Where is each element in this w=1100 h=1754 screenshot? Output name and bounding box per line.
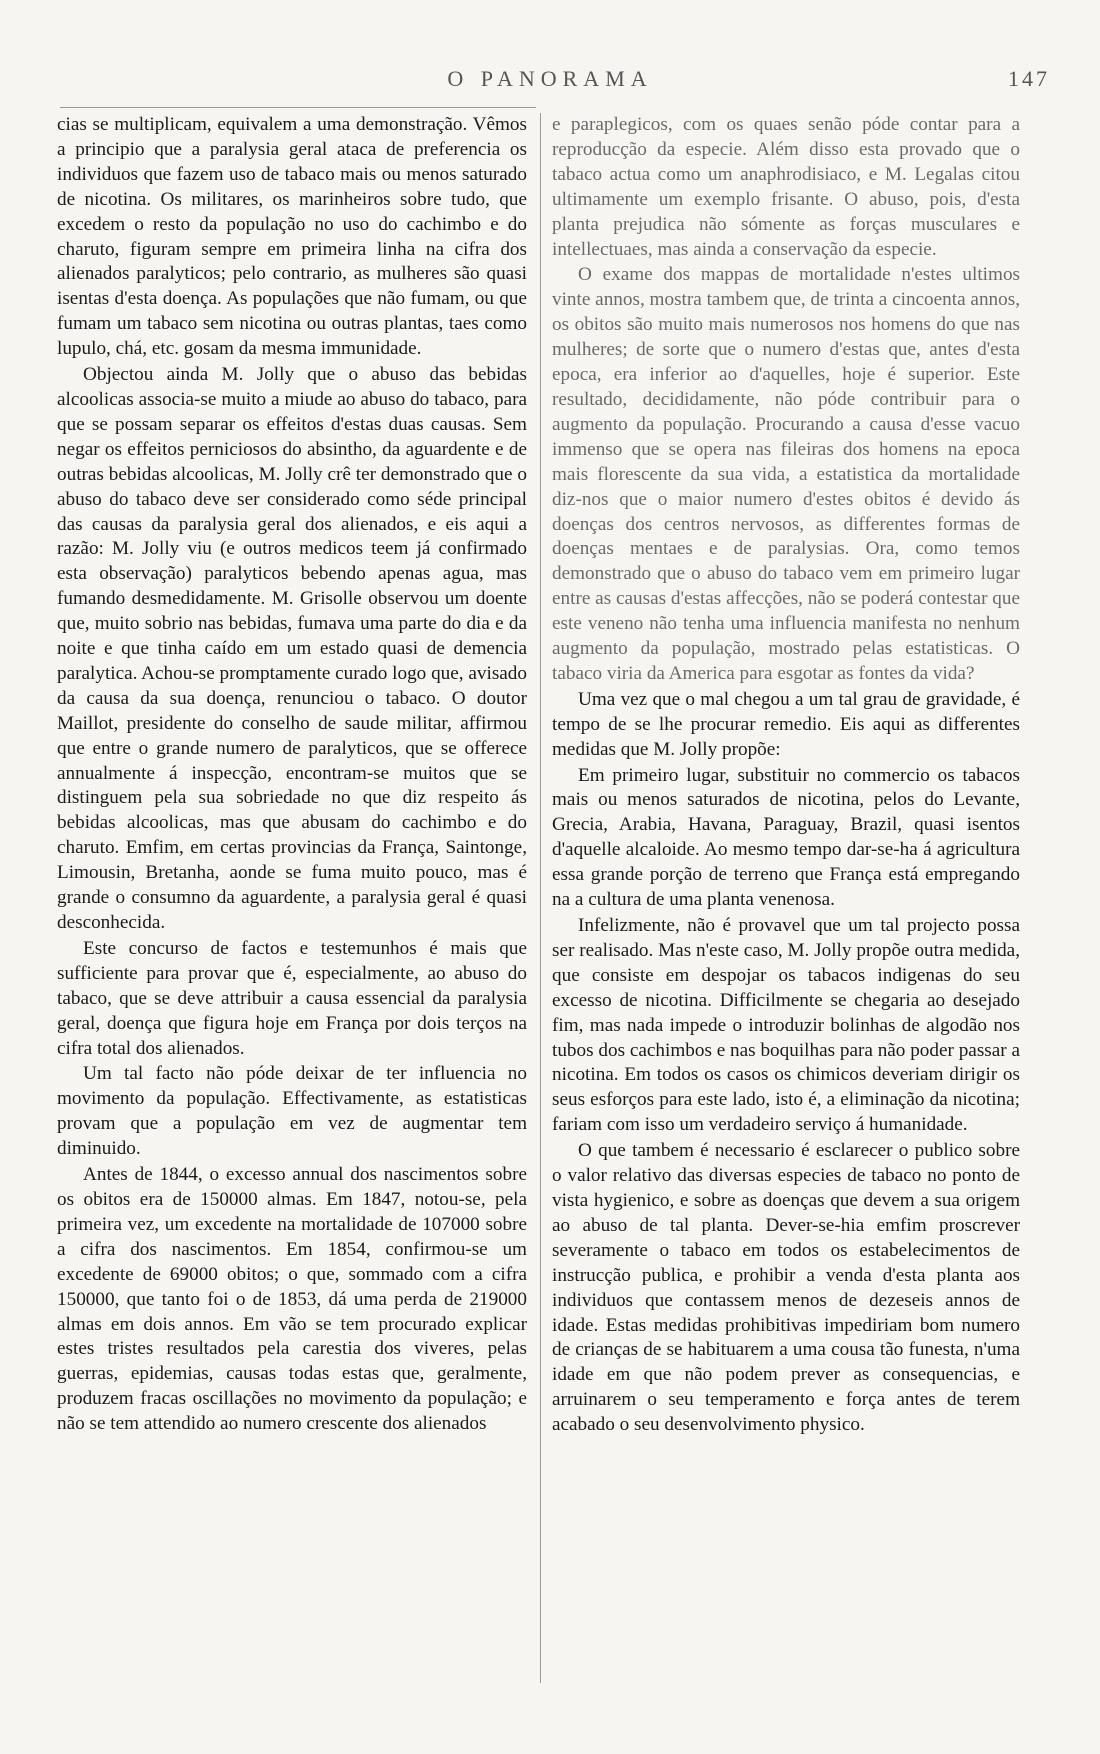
paragraph: Infelizmente, não é provavel que um tal projecto possa ser realisado. Mas n'este caso, M. Jolly propõe outra medida, que consiste em despojar os tabacos indigenas do seu excesso de nicotina. Difficilmente se chegaria ao desejado fim, mas nada impede o introduzir bolinhas de algodão nos tubos dos cachimbos e nas boquilhas para não poder passar a nicotina. Em todos os casos os chimicos deveriam dirigir os seus esforços para este lado, isto é, a eliminação da nicotina; fariam com isso um verdadeiro serviço á humanidade. bbox=[552, 915, 1020, 1136]
paragraph: Uma vez que o mal chegou a um tal grau de gravidade, é tempo de se lhe procurar remedio. Eis aqui as differentes medidas que M. Jolly propõe: bbox=[552, 688, 1020, 760]
journal-title: O PANORAMA bbox=[447, 66, 653, 91]
paragraph: e paraplegicos, com os quaes senão póde contar para a reproducção da especie. Além disso esta provado que o tabaco actua como um anaphrodisiaco, e M. Legalas citou ultimamente um exemplo frisante. O abuso, pois, d'esta planta prejudica não sómente as forças musculares e intellectuaes, mas ainda a conservação da especie. bbox=[552, 114, 1020, 260]
page-number: 147 bbox=[1008, 66, 1050, 91]
header-rule bbox=[60, 107, 536, 108]
column-divider bbox=[540, 113, 541, 1683]
paragraph: Este concurso de factos e testemunhos é mais que sufficiente para provar que é, especialmente, ao abuso do tabaco, que se deve attribuir a causa essencial da paralysia geral, doença que figura hoje em França por dois terços na cifra total dos alienados. bbox=[57, 937, 527, 1059]
left-column bbox=[57, 113, 527, 1437]
right-column bbox=[552, 113, 1020, 1438]
paragraph: Antes de 1844, o excesso annual dos nascimentos sobre os obitos era de 150000 almas. Em 1847, notou-se, pela primeira vez, um excedente na mortalidade de 107000 sobre a cifra dos nascimentos. Em 1854, confirmou-se um excedente de 69000 obitos; o que, sommado com a cifra 150000, que tanto foi o de 1853, dá uma perda de 219000 almas em dois annos. Em vão se tem procurado explicar estes tristes resultados pela carestia dos viveres, pelas guerras, epidemias, causas todas estas que, geralmente, produzem fracas oscillações no movimento da população; e não se tem attendido ao numero crescente dos alienados bbox=[57, 1164, 527, 1435]
paragraph: O exame dos mappas de mortalidade n'estes ultimos vinte annos, mostra tambem que, de trinta a cincoenta annos, os obitos são muito mais numerosos nos homens do que nas mulheres; de sorte que o numero d'estas que, antes d'esta epoca, era inferior ao d'aquelles, hoje é superior. Este resultado, decididamente, não póde contribuir para o augmento da população. Procurando a causa d'esse vacuo immenso que se opera nas fileiras dos homens na epoca mais florescente da sua vida, a estatistica da mortalidade diz-nos que o maior numero d'estes obitos é devido ás doenças dos centros nervosos, as differentes formas de doenças mentaes e de paralysias. Ora, como temos demonstrado que o abuso do tabaco vem em primeiro lugar entre as causas d'estas affecções, não se poderá contestar que este veneno não tenha uma influencia manifesta no nenhum augmento da população, mostrado pelas estatisticas. O tabaco viria da America para esgotar as fontes da vida? bbox=[552, 264, 1020, 684]
paragraph: Em primeiro lugar, substituir no commercio os tabacos mais ou menos saturados de nicotina, pelos do Levante, Grecia, Arabia, Havana, Paraguay, Brazil, quasi isentos d'aquelle alcaloide. Ao mesmo tempo dar-se-ha á agricultura essa grande porção de terreno que França está empregando na a cultura de uma planta venenosa. bbox=[552, 764, 1020, 911]
paragraph: cias se multiplicam, equivalem a uma demonstração. Vêmos a principio que a paralysia geral ataca de preferencia os individuos que fazem uso de tabaco mais ou menos saturado de nicotina. Os militares, os marinheiros sobre tudo, que excedem o resto da população no uso do cachimbo e do charuto, figuram sempre em primeira linha na cifra dos alienados paralyticos; pelo contrario, as mulheres são quasi isentas d'esta doença. As populações que não fumam, ou que fumam um tabaco sem nicotina ou outras plantas, taes como lupulo, chá, etc. gosam da mesma immunidade. bbox=[57, 114, 527, 360]
page-header bbox=[0, 66, 1100, 102]
paragraph: Um tal facto não póde deixar de ter influencia no movimento da população. Effectivamente, as estatisticas provam que a população em vez de augmentar tem diminuido. bbox=[57, 1063, 527, 1160]
paragraph: O que tambem é necessario é esclarecer o publico sobre o valor relativo das diversas especies de tabaco no ponto de vista hygienico, e sobre as doenças que devem a sua origem ao abuso de tal planta. Dever-se-hia emfim proscrever severamente o tabaco em todos os estabelecimentos de instrucção publica, e prohibir a venda d'esta planta aos individuos que contassem menos de dezeseis annos de idade. Estas medidas prohibitivas impediriam bom numero de crianças de se habituarem a uma cousa tão funesta, n'uma idade em que não podem prever as consequencias, e arruinarem o seu temperamento e força antes de terem acabado o seu desenvolvimento physico. bbox=[552, 1140, 1020, 1436]
paragraph: Objectou ainda M. Jolly que o abuso das bebidas alcoolicas associa-se muito a miude ao abuso do tabaco, para que se possam separar os effeitos d'estas duas causas. Sem negar os effeitos perniciosos do absintho, da aguardente e de outras bebidas alcoolicas, M. Jolly crê ter demonstrado que o abuso do tabaco deve ser considerado como séde principal das causas da paralysia geral dos alienados, e eis aqui a razão: M. Jolly viu (e outros medicos teem já confirmado esta observação) paralyticos bebendo apenas agua, mas fumando desmedidamente. M. Grisolle observou um doente que, muito sobrio nas bebidas, fumava uma parte do dia e da noite e que tinha caído em um estado quasi de demencia paralytica. Achou-se promptamente curado logo que, avisado da causa da sua doença, renunciou o tabaco. O doutor Maillot, presidente do conselho de saude militar, affirmou que entre o grande numero de paralyticos, que se offerece annualmente á inspecção, encontram-se muitos que se distinguem pela sua sobriedade no que diz respeito ás bebidas alcoolicas, mas que abusam do cachimbo e do charuto. Emfim, em certas provincias da França, Saintonge, Limousin, Bretanha, aonde se fuma muito pouco, mas é grande o consumno da aguardente, a paralysia geral é quasi desconhecida. bbox=[57, 364, 527, 933]
